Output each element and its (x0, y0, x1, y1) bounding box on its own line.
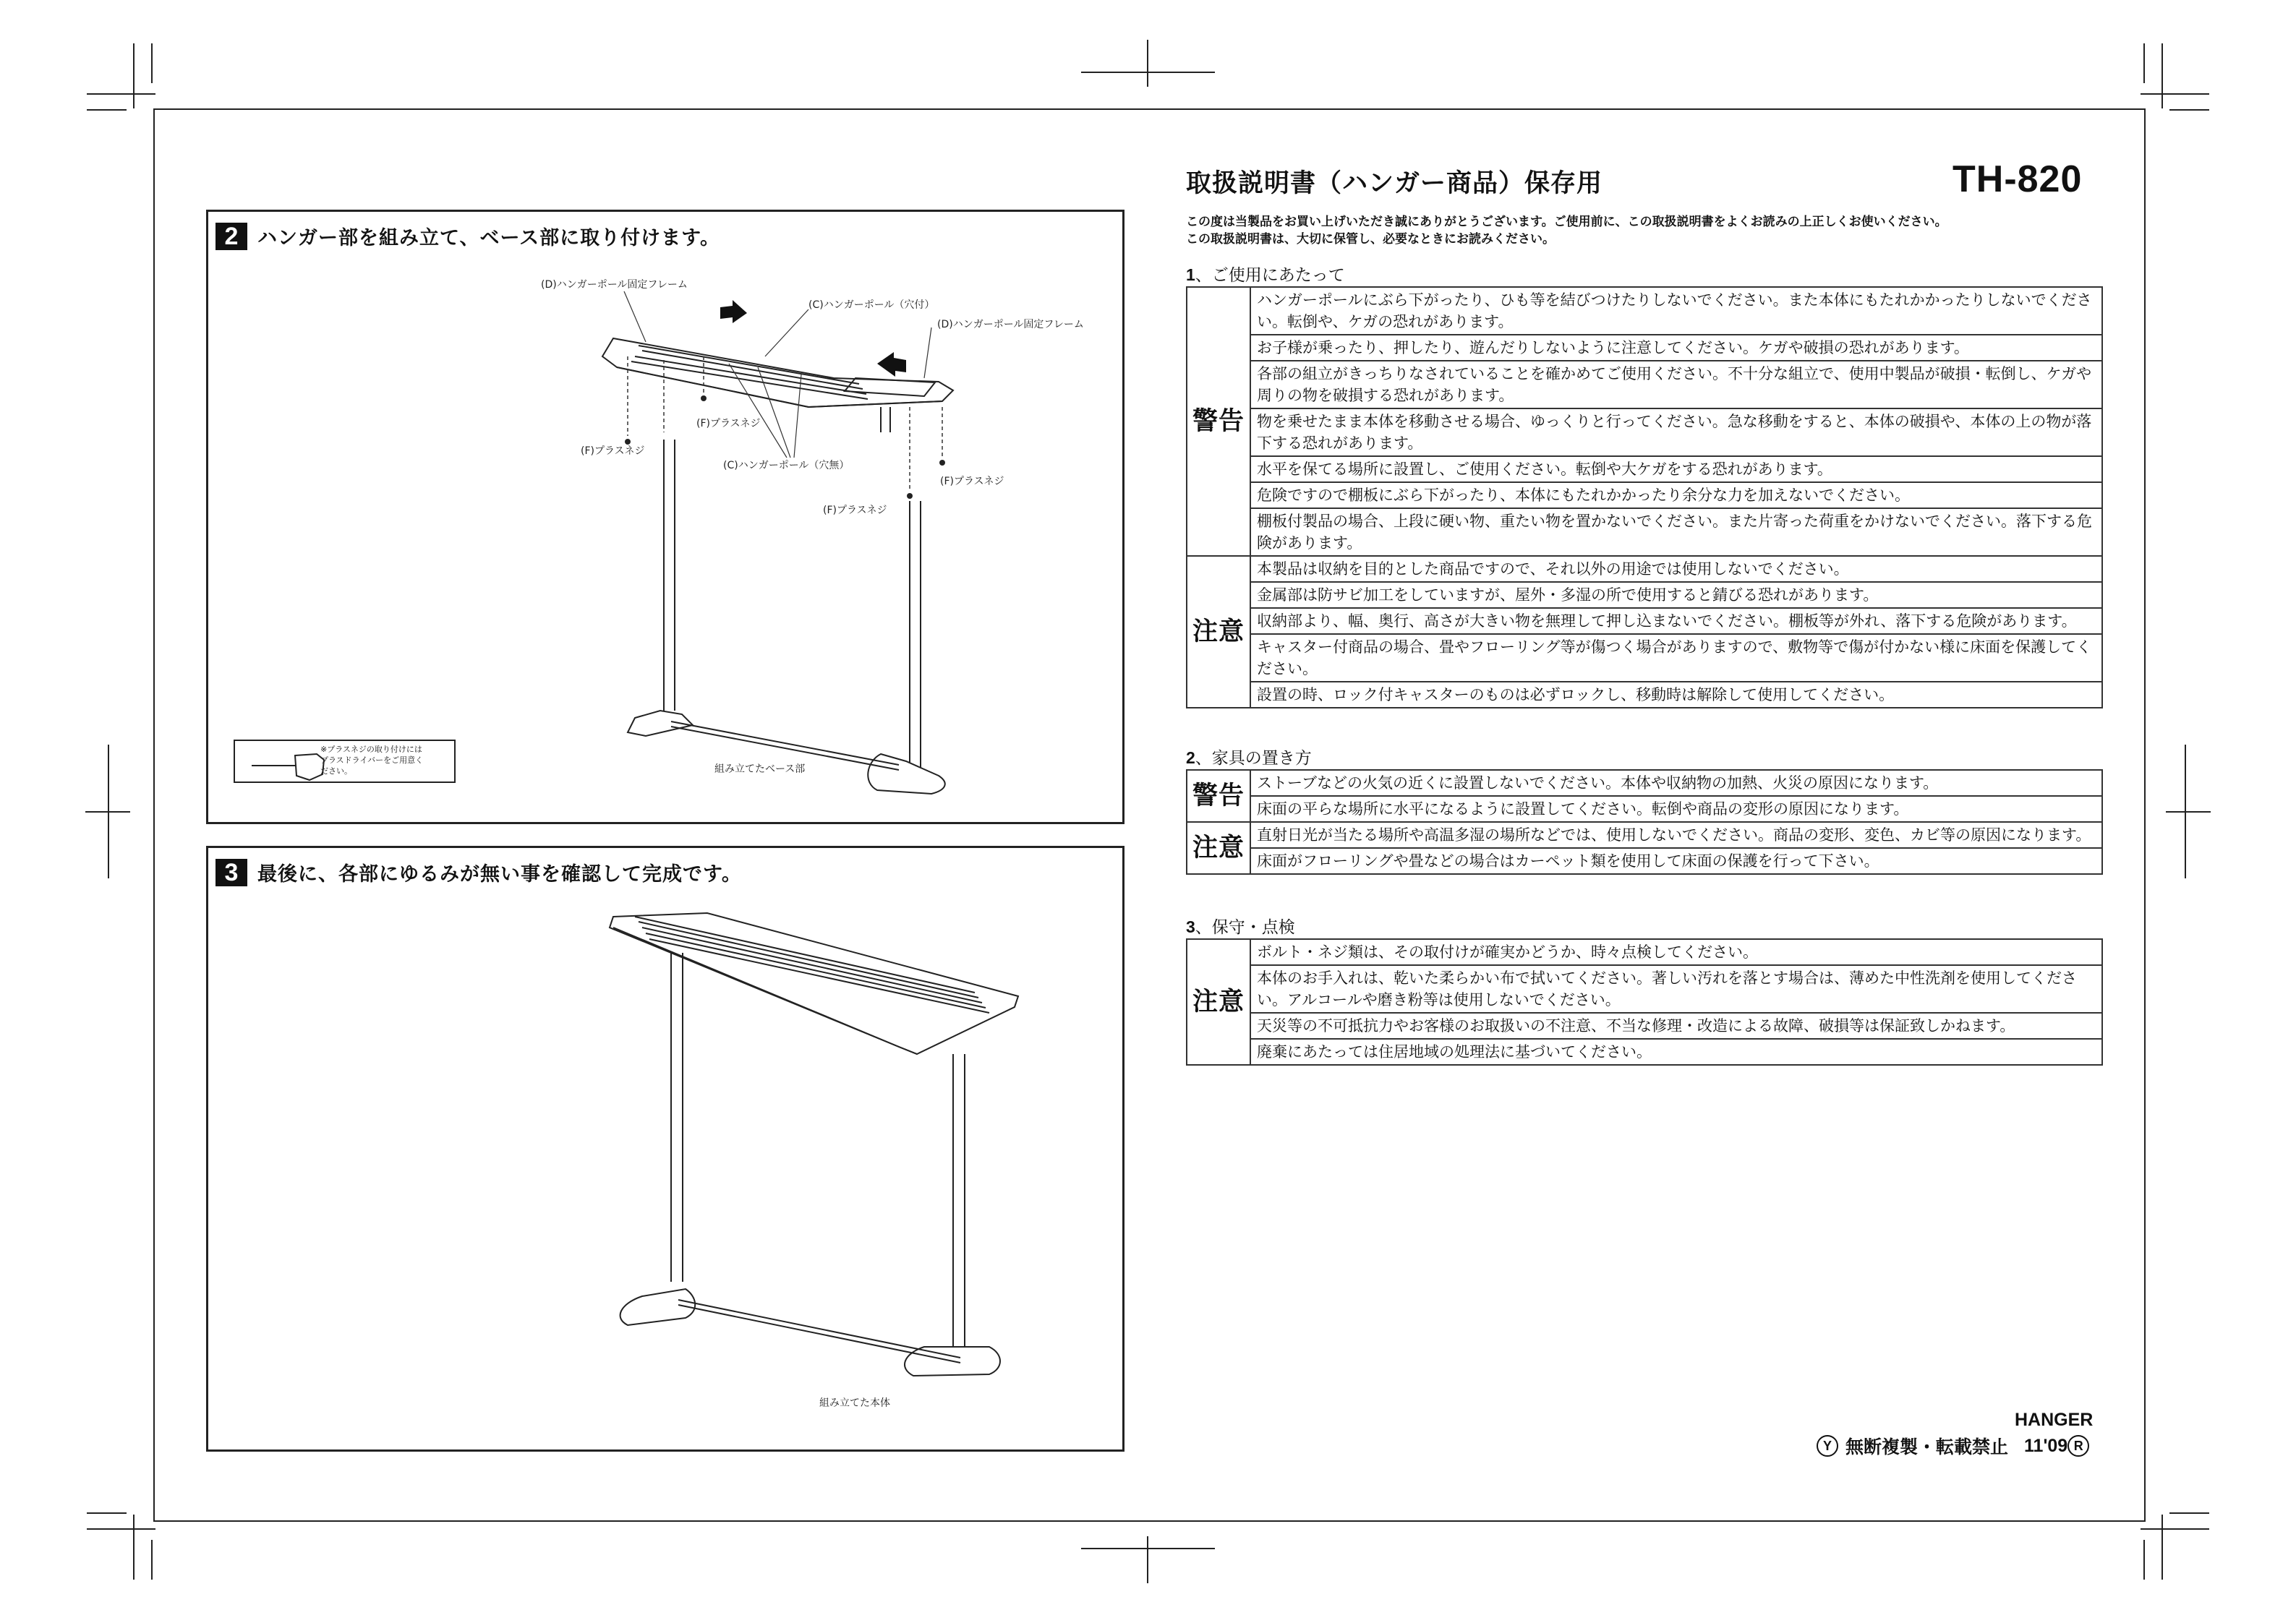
intro-line-1: この度は当製品をお買い上げいただき誠にありがとうございます。ご使用前に、この取扱説明書をよくお読みの上正しくお使いください。 (1186, 215, 1947, 229)
category-warning: 警告 (1187, 770, 1250, 822)
step3-number: 3 (215, 859, 247, 886)
rule-row: 各部の組立がきっちりなされていることを確かめてご使用ください。不十分な組立で、使用中製品が破損・転倒し、ケガや周りの物を破損する恐れがあります。 (1250, 361, 2102, 408)
label-frame-d-right: (D)ハンガーポール固定フレーム (937, 319, 1084, 330)
footer-date: 11'09 (2024, 1435, 2068, 1456)
section-1-title: 、ご使用にあたって (1195, 266, 1345, 285)
section-3-number: 3 (1186, 917, 1195, 936)
rule-row: ハンガーポールにぶら下がったり、ひも等を結びつけたりしないでください。また本体にもたれかかったりしないでください。転倒や、ケガの恐れがあります。 (1250, 287, 2102, 335)
section-3-heading (1186, 914, 1295, 938)
category-caution: 注意 (1187, 939, 1250, 1065)
doc-title: 取扱説明書（ハンガー商品）保存用 (1186, 169, 1603, 198)
step2-number: 2 (215, 223, 247, 250)
rule-row: 設置の時、ロック付キャスターのものは必ずロックし、移動時は解除して使用してください。 (1250, 682, 2102, 708)
rule-row: 水平を保てる場所に設置し、ご使用ください。転倒や大ケガをする恐れがあります。 (1250, 456, 2102, 482)
section-3-table (1186, 938, 2103, 1066)
step3-panel (206, 846, 1124, 1452)
section-2-title: 、家具の置き方 (1195, 749, 1312, 768)
step2-assembly-diagram (208, 212, 1122, 822)
r-mark-icon: R (2067, 1435, 2089, 1457)
rule-row: ボルト・ネジ類は、その取付けが確実かどうか、時々点検してください。 (1250, 939, 2102, 965)
step2-panel (206, 210, 1124, 824)
intro-line-2: この取扱説明書は、大切に保管し、必要なときにお読みください。 (1186, 232, 1555, 247)
step3-completed-diagram (208, 848, 1122, 1449)
rule-row: 金属部は防サビ加工をしていますが、屋外・多湿の所で使用すると錆びる恐れがあります。 (1250, 582, 2102, 608)
label-pole-c-holed: (C)ハンガーポール（穴付） (808, 299, 935, 311)
base-caption: 組み立てたベース部 (714, 763, 806, 775)
step2-title: ハンガー部を組み立て、ベース部に取り付けます。 (257, 227, 720, 249)
label-frame-d-left: (D)ハンガーポール固定フレーム (541, 279, 688, 291)
footer-copyright (1817, 1433, 2089, 1459)
category-warning: 警告 (1187, 287, 1250, 556)
label-screw-f-3: (F)プラスネジ (940, 476, 1004, 487)
rule-row: 危険ですので棚板にぶら下がったり、本体にもたれかかったり余分な力を加えないでください。 (1250, 482, 2102, 508)
label-screw-f-1: (F)プラスネジ (696, 418, 761, 429)
category-caution: 注意 (1187, 822, 1250, 874)
rule-row: 本体のお手入れは、乾いた柔らかい布で拭いてください。著しい汚れを落とす場合は、薄めた中性洗剤を使用してください。アルコールや磨き粉等は使用しないでください。 (1250, 965, 2102, 1013)
step3-title: 最後に、各部にゆるみが無い事を確認して完成です。 (257, 863, 742, 886)
model-number: TH-820 (1953, 158, 2083, 200)
rule-row: 天災等の不可抵抗力やお客様のお取扱いの不注意、不当な修理・改造による故障、破損等は保証致しかねます。 (1250, 1013, 2102, 1039)
rule-row: ストーブなどの火気の近くに設置しないでください。本体や収納物の加熱、火災の原因になります。 (1250, 770, 2102, 796)
rule-row: 収納部より、幅、奥行、高さが大きい物を無理して押し込まないでください。棚板等が外れ、落下する危険があります。 (1250, 608, 2102, 634)
rule-row: 床面の平らな場所に水平になるように設置してください。転倒や商品の変形の原因になります。 (1250, 796, 2102, 822)
section-2-number: 2 (1186, 748, 1195, 767)
label-screw-f-2: (F)プラスネジ (581, 445, 645, 457)
section-1-heading (1186, 262, 1345, 286)
rule-row: 床面がフローリングや畳などの場合はカーペット類を使用して床面の保護を行って下さい。 (1250, 848, 2102, 874)
rule-row: 物を乗せたまま本体を移動させる場合、ゆっくりと行ってください。急な移動をすると、本体の破損や、本体の上の物が落下する恐れがあります。 (1250, 408, 2102, 456)
section-1-number: 1 (1186, 265, 1195, 284)
footer-brand: HANGER (2015, 1410, 2094, 1430)
rule-row: お子様が乗ったり、押したり、遊んだりしないように注意してください。ケガや破損の恐れがあります。 (1250, 335, 2102, 361)
rule-row: 直射日光が当たる場所や高温多湿の場所などでは、使用しないでください。商品の変形、変色、カビ等の原因になります。 (1250, 822, 2102, 848)
label-screw-f-4: (F)プラスネジ (823, 505, 887, 516)
section-2-heading (1186, 745, 1312, 768)
screwdriver-note-text: ※プラスネジの取り付けには プラスドライバーをご用意く ださい。 (320, 745, 424, 776)
label-pole-c-plain: (C)ハンガーポール（穴無） (723, 460, 850, 471)
rule-row: 本製品は収納を目的とした商品ですので、それ以外の用途では使用しないでください。 (1250, 556, 2102, 582)
screwdriver-note (234, 740, 456, 783)
section-3-title: 、保守・点検 (1195, 918, 1295, 937)
y-mark-icon: Y (1817, 1435, 1838, 1457)
footer-copy-text: 無断複製・転載禁止 (1845, 1436, 2009, 1457)
section-2-table (1186, 769, 2103, 875)
rule-row: 棚板付製品の場合、上段に硬い物、重たい物を置かないでください。また片寄った荷重をかけないでください。落下する危険があります。 (1250, 508, 2102, 556)
section-1-table (1186, 286, 2103, 708)
rule-row: 廃棄にあたっては住居地域の処理法に基づいてください。 (1250, 1039, 2102, 1065)
rule-row: キャスター付商品の場合、畳やフローリング等が傷つく場合がありますので、敷物等で傷が付かない様に床面を保護してください。 (1250, 634, 2102, 682)
body-caption: 組み立てた本体 (819, 1397, 890, 1409)
category-caution: 注意 (1187, 556, 1250, 708)
